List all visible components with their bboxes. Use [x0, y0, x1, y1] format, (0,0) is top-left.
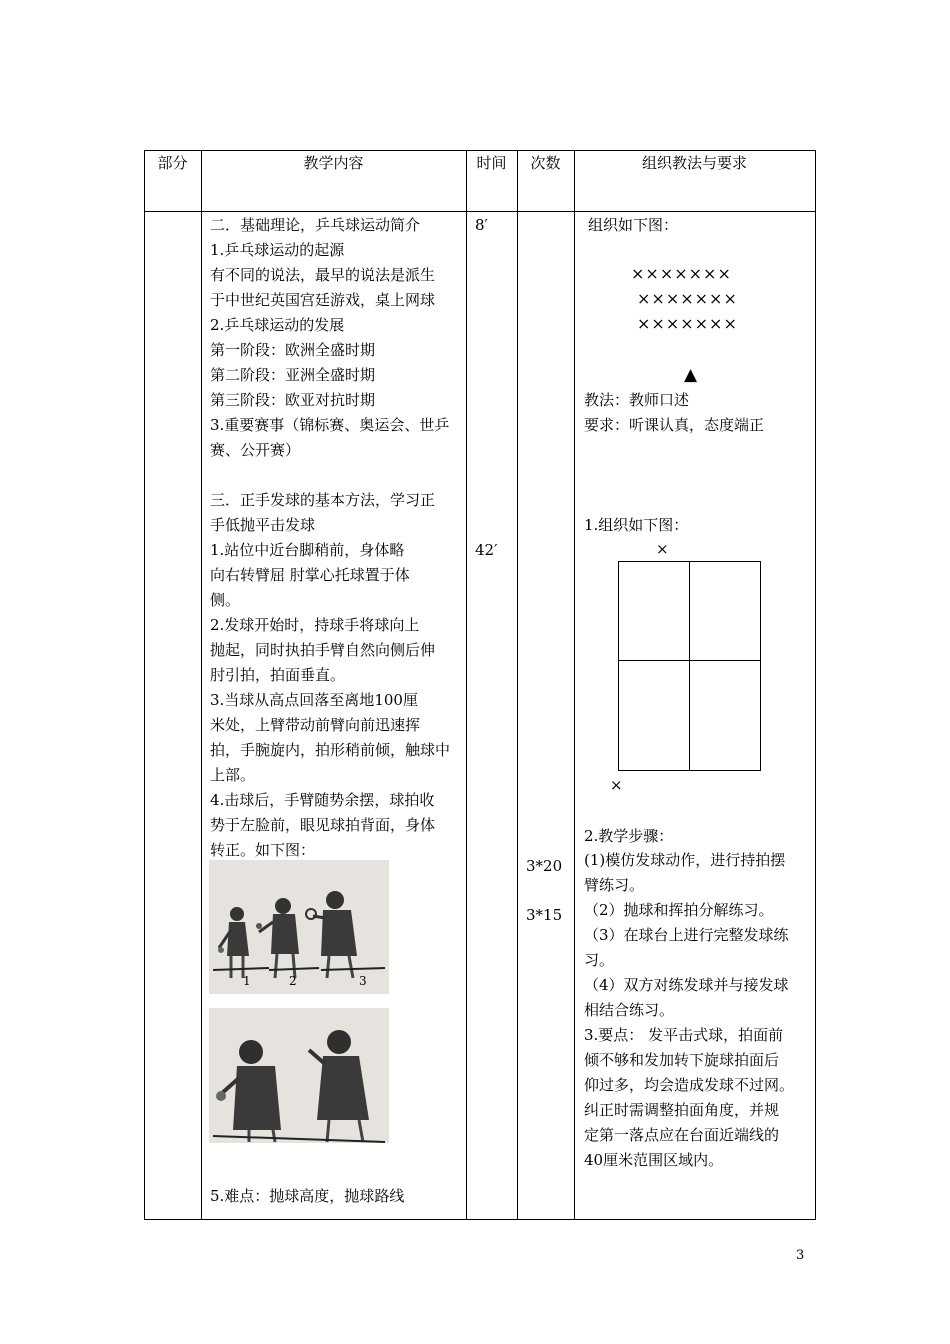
student-row: ××××××× [631, 264, 732, 283]
header-content: 教学内容 [303, 154, 364, 172]
content-line: 2.乒乓球运动的发展 [210, 316, 345, 334]
content-line: 有不同的说法，最早的说法是派生 [210, 266, 436, 284]
col-divider-3 [517, 150, 518, 1220]
content-line: 于中世纪英国宫廷游戏，桌上网球 [210, 291, 436, 309]
student-row: ××××××× [637, 314, 738, 333]
steps-line: （2）抛球和挥拍分解练习。 [584, 901, 774, 919]
steps-line: 定第一落点应在台面近端线的 [584, 1126, 780, 1144]
content-line: 手低抛平击发球 [210, 516, 316, 534]
steps-line: 仰过多，均会造成发球不过网。 [584, 1076, 795, 1094]
content-line: 拍，手腕旋内，拍形稍前倾，触球中 [210, 741, 451, 759]
content-line: 3.当球从高点回落至离地100厘 [210, 691, 418, 709]
org-label-1: 组织如下图： [588, 216, 679, 234]
table-top-border [144, 150, 816, 151]
content-line: 第一阶段：欧洲全盛时期 [210, 341, 376, 359]
table-net-line [619, 660, 760, 661]
teacher-triangle-icon: ▲ [684, 365, 698, 385]
steps-line: 相结合练习。 [584, 1001, 675, 1019]
time-value: 42′ [475, 541, 498, 559]
steps-line: 纠正时需调整拍面角度，并规 [584, 1101, 780, 1119]
student-row: ××××××× [637, 289, 738, 308]
photo-label-3: 3 [359, 974, 367, 988]
steps-line: （3）在球台上进行完整发球练 [584, 926, 789, 944]
table-bottom-border [144, 1219, 816, 1220]
count-value: 3*20 [526, 857, 563, 875]
content-line: 势于左脸前，眼见球拍背面，身体 [210, 816, 436, 834]
header-bottom-border [144, 211, 816, 212]
content-line: 3.重要赛事（锦标赛、奥运会、世乒 [210, 416, 450, 434]
steps-line: (1)模仿发球动作，进行持拍摆 [584, 851, 786, 869]
requirement-text: 要求：听课认真，态度端正 [584, 416, 765, 434]
header-method: 组织教法与要求 [641, 154, 747, 172]
org-label-2: 1.组织如下图： [584, 516, 689, 534]
teaching-method-text: 教法：教师口述 [584, 391, 690, 409]
col-divider-4 [574, 150, 575, 1220]
steps-line: 40厘米范围区域内。 [584, 1151, 724, 1169]
serve-sequence-photo [209, 860, 389, 994]
serve-detail-illustration [209, 1008, 389, 1143]
page-number: 3 [796, 1248, 805, 1263]
content-line: 上部。 [210, 766, 256, 784]
content-line: 2.发球开始时，持球手将球向上 [210, 616, 420, 634]
difficulty-text: 5.难点：抛球高度，抛球路线 [210, 1187, 405, 1205]
content-line: 肘引拍，拍面垂直。 [210, 666, 346, 684]
col-divider-2 [466, 150, 467, 1220]
player-mark-top: × [656, 540, 669, 558]
count-value: 3*15 [526, 906, 563, 924]
content-line: 三．正手发球的基本方法，学习正 [210, 491, 436, 509]
photo-label-2: 2 [289, 974, 297, 988]
content-line: 第三阶段：欧亚对抗时期 [210, 391, 376, 409]
header-time: 时间 [476, 154, 507, 172]
content-line: 侧。 [210, 591, 241, 609]
content-line: 1.乒乓球运动的起源 [210, 241, 345, 259]
content-line: 4.击球后，手臂随势余摆，球拍收 [210, 791, 435, 809]
content-line: 第二阶段：亚洲全盛时期 [210, 366, 376, 384]
content-line: 米处，上臂带动前臂向前迅速挥 [210, 716, 421, 734]
steps-line: 臂练习。 [584, 876, 645, 894]
content-line: 二．基础理论，乒乓球运动简介 [210, 216, 421, 234]
ping-pong-table-diagram [618, 561, 761, 771]
time-value: 8′ [475, 216, 488, 234]
table-left-border [144, 150, 145, 1220]
steps-line: 3.要点： 发平击式球，拍面前 [584, 1026, 784, 1044]
photo-label-1: 1 [243, 974, 251, 988]
header-count: 次数 [530, 154, 561, 172]
table-right-border [815, 150, 816, 1220]
col-divider-1 [201, 150, 202, 1220]
table-center-line [689, 562, 690, 770]
content-line: 转正。如下图： [210, 841, 316, 859]
content-line: 1.站位中近台脚稍前，身体略 [210, 541, 405, 559]
header-section: 部分 [157, 154, 188, 172]
steps-line: 习。 [584, 951, 615, 969]
steps-line: 倾不够和发加转下旋球拍面后 [584, 1051, 780, 1069]
content-line: 向右转臂屈 肘掌心托球置于体 [210, 566, 410, 584]
steps-line: 2.教学步骤： [584, 827, 674, 845]
player-mark-bottom: × [610, 776, 623, 794]
content-line: 抛起，同时执拍手臂自然向侧后伸 [210, 641, 436, 659]
steps-line: （4）双方对练发球并与接发球 [584, 976, 789, 994]
serve-detail-photo [209, 1008, 389, 1143]
content-line: 赛、公开赛） [210, 441, 301, 459]
